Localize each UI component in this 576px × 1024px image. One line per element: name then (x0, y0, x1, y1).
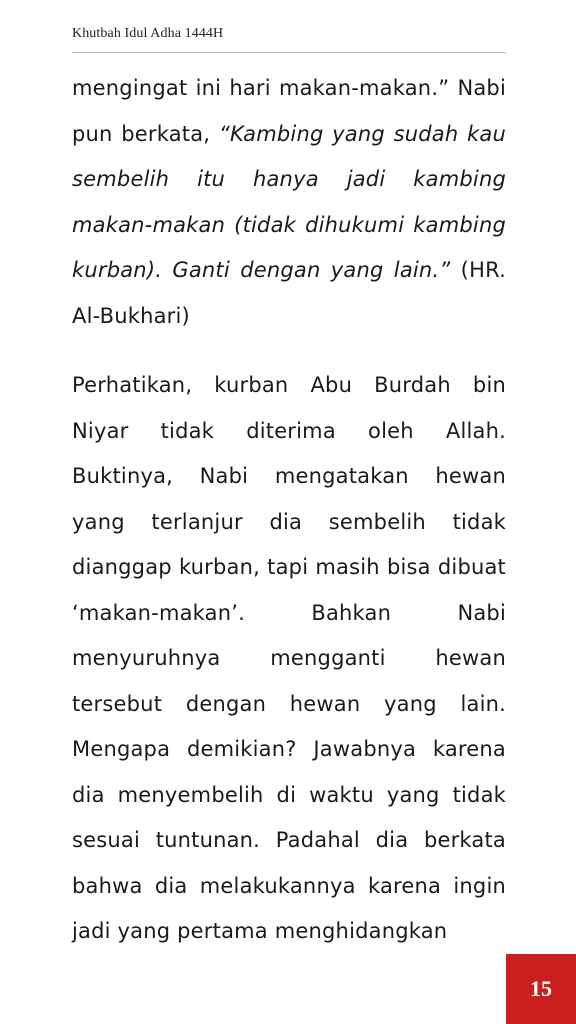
running-header (72, 24, 506, 53)
paragraph-hadith-lead: mengingat ini hari makan-makan.” Nabi pun berkata, (72, 76, 506, 146)
header-title: Khutbah Idul Adha 1444H (72, 26, 224, 41)
page-number-badge (506, 954, 576, 1024)
page-body (72, 66, 506, 955)
hadith-source: (HR. Al-Bukhari) (72, 258, 506, 328)
paragraph-hadith (72, 66, 506, 339)
page-number: 15 (530, 976, 552, 1001)
hadith-quote: “Kambing yang sudah kau sembelih itu hanya jadi kambing makan-makan (tidak dihukumi kambing kurban). Ganti dengan yang lain.” (72, 121, 506, 282)
paragraph-explanation: Perhatikan, kurban Abu Burdah bin Niyar tidak diterima oleh Allah. Buktinya, Nabi mengatakan hewan yang terlanjur dia sembelih tidak dianggap kurban, tapi masih bisa dibuat ‘makan-makan’. Bahkan Nabi menyuruhnya mengganti hewan tersebut dengan hewan yang lain. Mengapa demikian? Jawabnya karena dia menyembelih di waktu yang tidak sesuai tuntunan. Padahal dia berkata bahwa dia melakukannya karena ingin jadi yang pertama menghidangkan (72, 373, 506, 943)
